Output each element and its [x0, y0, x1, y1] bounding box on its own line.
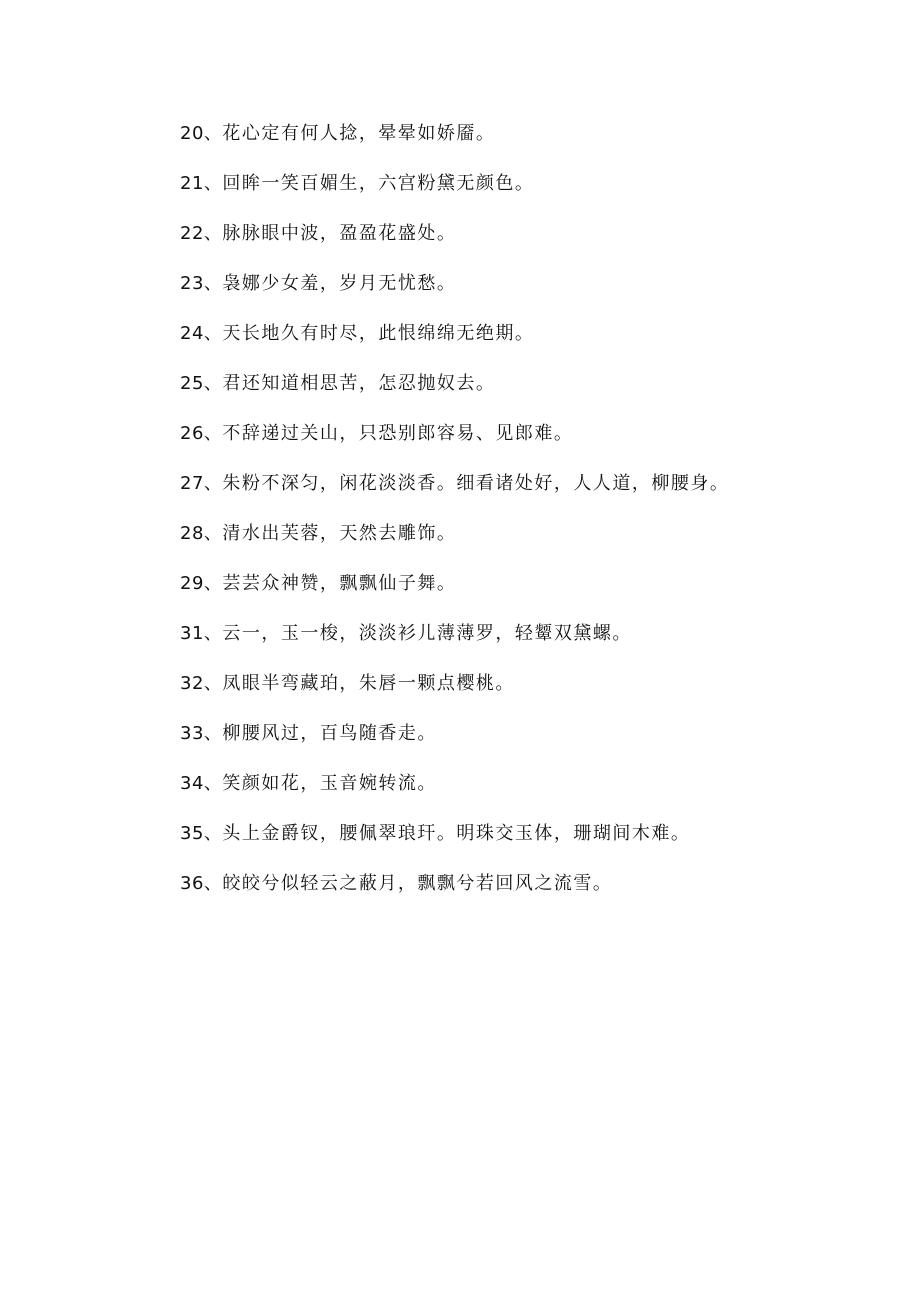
list-item: [180, 320, 760, 348]
item-text: 君还知道相思苦，怎忍抛奴去。: [222, 373, 496, 394]
list-item: [180, 520, 760, 548]
item-number: 27、: [180, 473, 223, 494]
item-text: 回眸一笑百媚生，六宫粉黛无颜色。: [222, 173, 535, 194]
item-number: 32、: [180, 673, 223, 694]
item-text: 清水出芙蓉，天然去雕饰。: [222, 523, 457, 544]
item-text: 不辞递过关山，只恐别郎容易、见郎难。: [222, 423, 574, 444]
item-text: 芸芸众神赞，飘飘仙子舞。: [222, 573, 457, 594]
item-number: 34、: [180, 773, 223, 794]
item-text: 朱粉不深匀，闲花淡淡香。细看诸处好，人人道，柳腰身。: [222, 473, 730, 494]
item-number: 33、: [180, 723, 223, 744]
item-text: 天长地久有时尽，此恨绵绵无绝期。: [222, 323, 535, 344]
item-number: 29、: [180, 573, 223, 594]
item-text: 头上金爵钗，腰佩翠琅玕。明珠交玉体，珊瑚间木难。: [222, 823, 691, 844]
item-number: 28、: [180, 523, 223, 544]
list-item: [180, 270, 760, 298]
item-number: 24、: [180, 323, 223, 344]
quote-list: [180, 120, 760, 920]
item-number: 36、: [180, 873, 223, 894]
list-item: [180, 120, 760, 148]
list-item: [180, 770, 760, 798]
list-item: [180, 820, 760, 848]
list-item: [180, 370, 760, 398]
item-text: 柳腰风过，百鸟随香走。: [222, 723, 437, 744]
item-text: 皎皎兮似轻云之蔽月，飘飘兮若回风之流雪。: [222, 873, 613, 894]
item-number: 35、: [180, 823, 223, 844]
item-number: 31、: [180, 623, 223, 644]
item-text: 云一，玉一梭，淡淡衫儿薄薄罗，轻颦双黛螺。: [222, 623, 632, 644]
list-item: [180, 220, 760, 248]
list-item: [180, 670, 760, 698]
list-item: [180, 870, 760, 898]
item-number: 20、: [180, 123, 223, 144]
list-item: [180, 420, 760, 448]
item-number: 26、: [180, 423, 223, 444]
item-text: 脉脉眼中波，盈盈花盛处。: [222, 223, 457, 244]
item-number: 25、: [180, 373, 223, 394]
list-item: [180, 620, 760, 648]
list-item: [180, 470, 760, 498]
list-item: [180, 720, 760, 748]
item-text: 花心定有何人捻，晕晕如娇靥。: [222, 123, 496, 144]
item-text: 笑颜如花，玉音婉转流。: [222, 773, 437, 794]
item-number: 22、: [180, 223, 223, 244]
item-number: 21、: [180, 173, 223, 194]
item-text: 袅娜少女羞，岁月无忧愁。: [222, 273, 457, 294]
item-number: 23、: [180, 273, 223, 294]
item-text: 凤眼半弯藏珀，朱唇一颗点樱桃。: [222, 673, 515, 694]
list-item: [180, 170, 760, 198]
list-item: [180, 570, 760, 598]
